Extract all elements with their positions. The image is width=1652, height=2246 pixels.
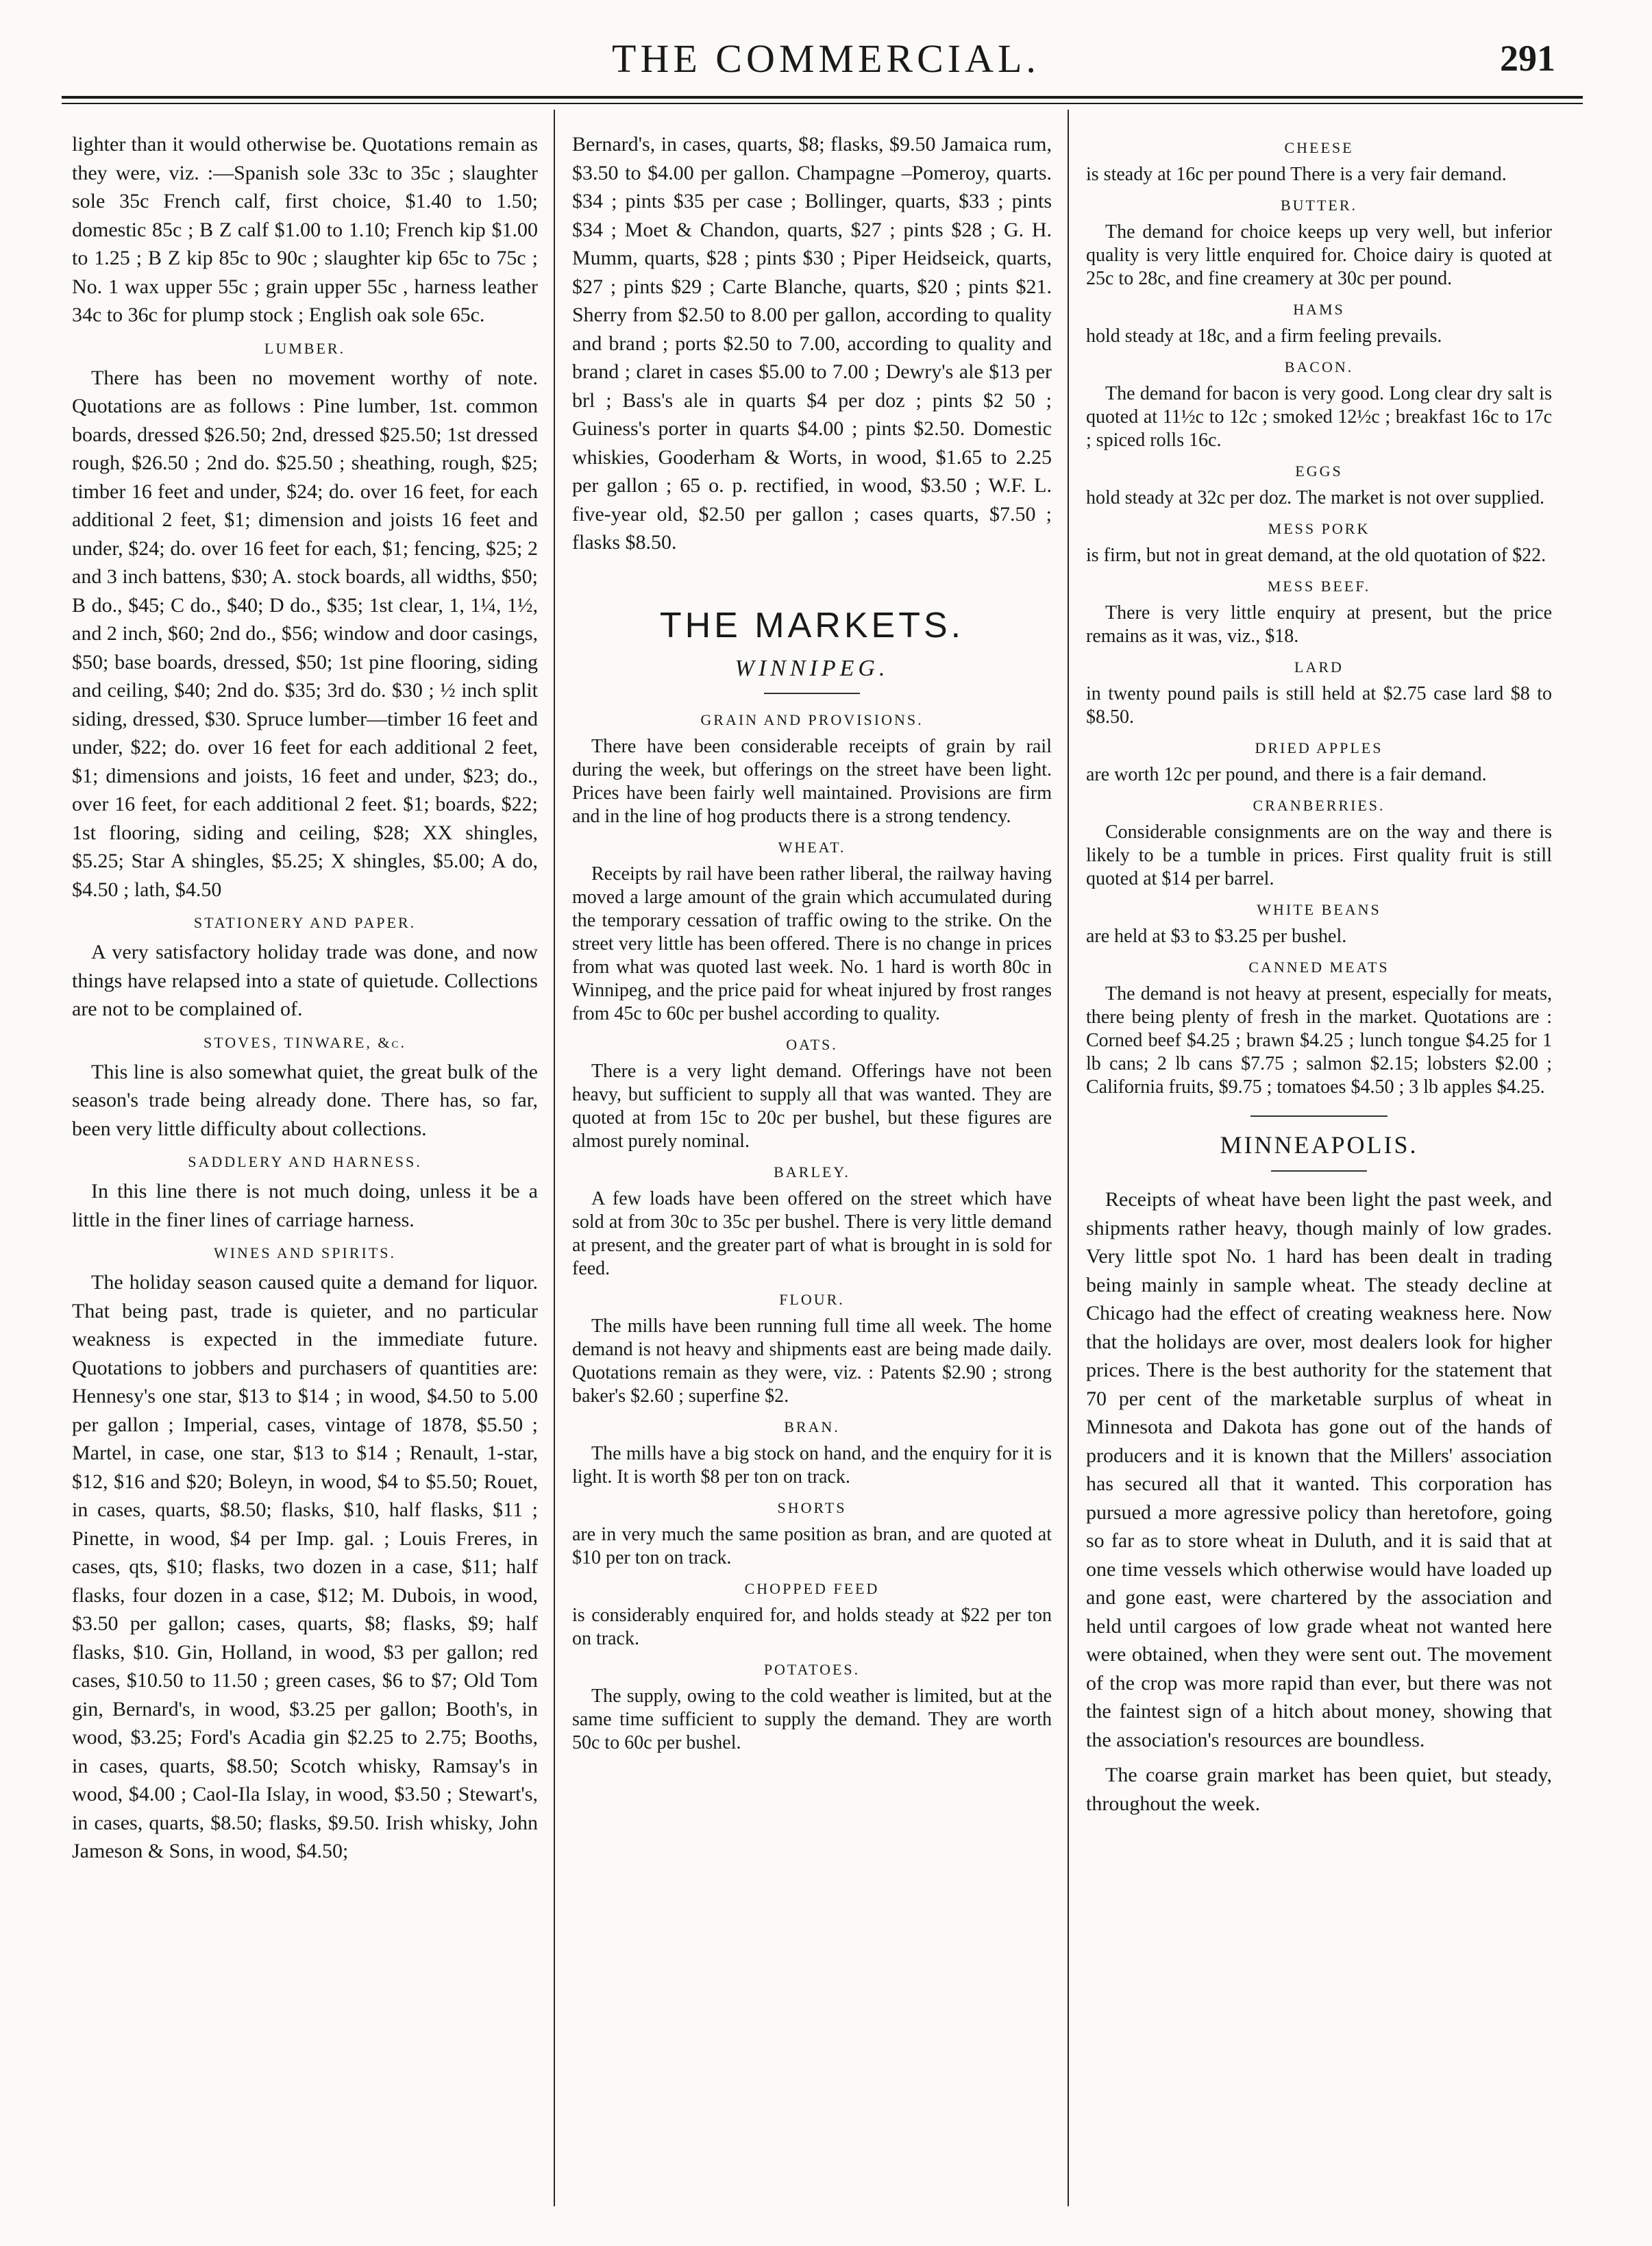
- section-heading-bran: BRAN.: [784, 1418, 840, 1435]
- section-heading-butter: BUTTER.: [1280, 197, 1358, 214]
- chopped-feed-paragraph: is considerably enquired for, and holds steady at $22 per ton on track.: [572, 1604, 1052, 1649]
- section-heading-canned-meats: CANNED MEATS: [1248, 959, 1390, 976]
- header-rule-thin: [62, 103, 1583, 104]
- heading-rule: [1271, 1170, 1367, 1172]
- section-heading-lumber: LUMBER.: [264, 339, 346, 357]
- section-heading-bacon: BACON.: [1284, 358, 1354, 375]
- grain-paragraph: There have been considerable receipts of grain by rail during the week, but offerings on the street have been light. Prices have been fairly well maintained. Provisions are firm and in the line of hog products there is a strong tendency.: [572, 735, 1052, 827]
- section-heading-dried-apples: DRIED APPLES: [1255, 739, 1383, 756]
- section-heading-oats: OATS.: [786, 1035, 838, 1053]
- column-3: [1086, 130, 1552, 2206]
- saddlery-paragraph: In this line there is not much doing, unless it be a little in the finer lines of carriage harness.: [72, 1180, 538, 1231]
- header-rule-thick: [62, 96, 1583, 99]
- oats-paragraph: There is a very light demand. Offerings have not been heavy, but sufficient to supply all that was wanted. They are quoted at from 15c to 20c per bushel, but these figures are almost purely nominal.: [572, 1060, 1052, 1152]
- section-heading-stationery: STATIONERY AND PAPER.: [193, 914, 417, 931]
- section-heading-flour: FLOUR.: [779, 1290, 845, 1308]
- dried-apples-paragraph: are worth 12c per pound, and there is a fair demand.: [1086, 764, 1487, 785]
- mess-pork-paragraph: is firm, but not in great demand, at the old quotation of $22.: [1086, 545, 1546, 566]
- cheese-paragraph: is steady at 16c per pound There is a very fair demand.: [1086, 164, 1507, 185]
- section-heading-potatoes: POTATOES.: [763, 1660, 861, 1678]
- barley-paragraph: A few loads have been offered on the street which have sold at from 30c to 35c per bushel. There is very little demand at present, and the greater part of what is brought in is sold for feed.: [572, 1187, 1052, 1279]
- heading-rule: [1250, 1115, 1388, 1117]
- section-heading-cheese: CHEESE: [1284, 139, 1354, 156]
- column-divider: [554, 110, 555, 2206]
- column-divider: [1068, 110, 1069, 2206]
- hams-paragraph: hold steady at 18c, and a firm feeling prevails.: [1086, 325, 1442, 347]
- cranberries-paragraph: Considerable consignments are on the way and there is likely to be a tumble in prices. First quality fruit is still quoted at $14 per barrel.: [1086, 822, 1552, 889]
- canned-meats-paragraph: The demand is not heavy at present, especially for meats, there being plenty of fresh in the market. Quotations are : Corned beef $4.25 ; brawn $4.25 ; lunch tongue $4.25 for 1 lb cans; 2 lb cans $7.75 ; salmon $2.15; lobsters $2.00 ; California fruits, $9.75 ; tomatoes $4.50 ; 3 lb apples $4.25.: [1086, 983, 1552, 1098]
- section-heading-barley: BARLEY.: [774, 1163, 850, 1181]
- white-beans-paragraph: are held at $3 to $3.25 per bushel.: [1086, 926, 1347, 947]
- section-heading-hams: HAMS: [1293, 301, 1345, 318]
- section-heading-mess-pork: MESS PORK: [1268, 520, 1370, 537]
- wines-continued-paragraph: Bernard's, in cases, quarts, $8; flasks, $9.50 Jamaica rum, $3.50 to $4.00 per gallon. Champagne –Pomeroy, quarts. $34 ; pints $35 per case ; Bollinger, quarts, $33 ; pints $34 ; Moet & Chandon, quarts, $27 ; pints $28 ; G. H. Mumm, quarts, $28 ; pints $30 ; Piper Heidseick, quarts, $27 ; pints $29 ; Carte Blanche, quarts, $20 ; pints $21. Sherry from $2.50 to 8.00 per gallon, according to quality and brand ; ports $2.50 to 7.00, according to quality and brand ; claret in cases $5.00 to 7.00 ; Dewry's ale $13 per brl ; Bass's ale in quarts $4 per doz ; pints $2 50 ; Guiness's porter in quarts $4.00 ; pints $2.50. Domestic whiskies, Gooderham & Worts, in wood, $1.65 to 2.25 per gallon ; 65 o. p. rectified, in wood, $3.50 ; W.F. L. five-year old, $2.50 per gallon ; cases quarts, $7.50 ; flasks $8.50.: [572, 133, 1052, 554]
- section-heading-white-beans: WHITE BEANS: [1257, 901, 1381, 918]
- wheat-paragraph: Receipts by rail have been rather liberal, the railway having moved a large amount of the grain which accumulated during the temporary cessation of traffic owing to the strike. On the street very little has been offered. There is no change in prices from what was quoted last week. No. 1 hard is worth 80c in Winnipeg, and the price paid for wheat injured by frost ranges from 45c to 60c per bushel according to quality.: [572, 863, 1052, 1024]
- lumber-paragraph: There has been no movement worthy of note. Quotations are as follows : Pine lumber, 1st. common boards, dressed $26.50; 2nd, dressed $25.50; 1st dressed rough, $26.50 ; 2nd do. $25.50 ; sheathing, rough, $25; timber 16 feet and under, $24; do. over 16 feet, for each additional 2 feet, $1; dimension and joists 16 feet and under, $24; do. over 16 feet for each, $1; fencing, $25; 2 and 3 inch battens, $30; A. stock boards, all widths, $50; B do., $45; C do., $40; D do., $35; 1st clear, 1, 1¼, 1½, and 2 inch, $60; 2nd do., $56; window and door casings, $50; base boards, dressed, $50; 1st pine flooring, siding and ceiling, $40; 2nd do. $35; 3rd do. $30 ; ½ inch split siding, dressed, $30. Spruce lumber—timber 16 feet and under, $22; do. over 16 feet for each additional 2 feet, $1; dimensions and joists, 16 feet and under, $23; do., over 16 feet, for each additional 2 feet. $1; boards, $22; 1st flooring, siding and ceiling, $28; XX shingles, $5.25; Star A shingles, $5.25; X shingles, $5.00; A do, $4.50 ; lath, $4.50: [72, 366, 538, 901]
- leather-paragraph: lighter than it would otherwise be. Quotations remain as they were, viz. :—Spanish sole 33c to 35c ; slaughter sole 35c French calf, first choice, $1.40 to 1.50; domestic 85c ; B Z calf $1.00 to 1.10; French kip $1.00 to 1.25 ; B Z kip 85c to 90c ; slaughter kip 65c to 75c ; No. 1 wax upper 55c ; grain upper 55c , harness leather 34c to 36c for plump stock ; English oak sole 65c.: [72, 133, 538, 326]
- stoves-paragraph: This line is also somewhat quiet, the great bulk of the season's trade being already done. There has, so far, been very little difficulty about collections.: [72, 1060, 538, 1140]
- eggs-paragraph: hold steady at 32c per doz. The market is not over supplied.: [1086, 487, 1544, 508]
- section-heading-eggs: EGGS: [1295, 462, 1343, 480]
- section-heading-stoves: STOVES, TINWARE, &c.: [204, 1033, 406, 1051]
- page-header: [0, 0, 1652, 103]
- coarse-grain-paragraph: The coarse grain market has been quiet, but steady, throughout the week.: [1086, 1764, 1552, 1815]
- mess-beef-paragraph: There is very little enquiry at present, but the price remains as it was, viz., $18.: [1086, 602, 1552, 647]
- butter-paragraph: The demand for choice keeps up very well, but inferior quality is very little enquired for. Choice dairy is quoted at 25c to 28c, and fine creamery at 30c per pound.: [1086, 221, 1552, 289]
- section-heading-cranberries: CRANBERRIES.: [1253, 797, 1385, 814]
- publication-title: THE COMMERCIAL.: [612, 36, 1040, 81]
- section-heading-wheat: WHEAT.: [778, 838, 846, 856]
- potatoes-paragraph: The supply, owing to the cold weather is limited, but at the same time sufficient to supply the demand. They are worth 50c to 60c per bushel.: [572, 1685, 1052, 1753]
- section-heading-mess-beef: MESS BEEF.: [1267, 578, 1371, 595]
- heading-rule: [764, 693, 860, 694]
- markets-title: THE MARKETS.: [659, 605, 965, 645]
- stationery-paragraph: A very satisfactory holiday trade was done, and now things have relapsed into a state of quietude. Collections are not to be complained of.: [72, 941, 538, 1020]
- section-heading-grain: GRAIN AND PROVISIONS.: [700, 711, 924, 728]
- shorts-paragraph: are in very much the same position as bran, and are quoted at $10 per ton on track.: [572, 1523, 1052, 1568]
- minneapolis-wheat-paragraph: Receipts of wheat have been light the past week, and shipments rather heavy, though mainly of low grades. Very little spot No. 1 hard has been dealt in trading being mainly in sample wheat. The steady decline at Chicago had the effect of creating weakness here. Now that the holidays are over, most dealers look for higher prices. There is the best authority for the statement that 70 per cent of the marketable surplus of wheat in Minnesota and Dakota has gone out of the hands of producers and it is known that the Millers' association has secured all that it wanted. This corporation has pursued a more agressive policy than heretofore, going so far as to store wheat in Duluth, and it is said that at one time vessels which otherwise would have loaded up and gone east, were chartered by the association and held until cargoes of low grade wheat not wanted here were obtained, when they were sent out. The movement of the crop was more rapid than ever, but there was not the faintest sign of a hitch about money, showing that the association's resources are boundless.: [1086, 1188, 1552, 1751]
- page-number: 291: [1500, 38, 1555, 79]
- city-heading-minneapolis: MINNEAPOLIS.: [1220, 1131, 1418, 1159]
- bacon-paragraph: The demand for bacon is very good. Long clear dry salt is quoted at 11½c to 12c ; smoked 12½c ; breakfast 16c to 17c ; spiced rolls 16c.: [1086, 383, 1552, 451]
- section-heading-saddlery: SADDLERY AND HARNESS.: [188, 1153, 422, 1170]
- lard-paragraph: in twenty pound pails is still held at $2.75 case lard $8 to $8.50.: [1086, 683, 1552, 728]
- column-2: [572, 130, 1052, 2206]
- city-heading-winnipeg: WINNIPEG.: [735, 655, 889, 681]
- flour-paragraph: The mills have been running full time all week. The home demand is not heavy and shipments east are being made daily. Quotations remain as they were, viz. : Patents $2.90 ; strong baker's $2.60 ; superfine $2.: [572, 1315, 1052, 1407]
- section-heading-shorts: SHORTS: [777, 1498, 847, 1516]
- section-heading-chopped-feed: CHOPPED FEED: [744, 1579, 880, 1597]
- section-heading-wines: WINES AND SPIRITS.: [213, 1244, 397, 1261]
- column-1: [72, 130, 538, 2206]
- bran-paragraph: The mills have a big stock on hand, and the enquiry for it is light. It is worth $8 per ton on track.: [572, 1442, 1052, 1488]
- section-heading-lard: LARD: [1294, 658, 1344, 676]
- wines-paragraph: The holiday season caused quite a demand for liquor. That being past, trade is quieter, and no particular weakness is expected in the immediate future. Quotations to jobbers and purchasers of quantities are: Hennesy's one star, $13 to $14 ; in wood, $4.50 to 5.00 per gallon ; Imperial, cases, vintage of 1878, $5.50 ; Martel, in case, one star, $13 to $14 ; Renault, 1-star, $12, $16 and $20; Boleyn, in wood, $4 to $5.50; Rouet, in cases, quarts, $8.50; flasks, $10, half flasks, $11 ; Pinette, in wood, $4 per Imp. gal. ; Louis Freres, in cases, qts, $10; flasks, two dozen in a case, $11; half flasks, four dozen in a case, $12; M. Dubois, in wood, $3.50 per gallon; cases, quarts, $8; flasks, $9; half flasks, $10. Gin, Holland, in wood, $3 per gallon; red cases, $10.50 to 11.50 ; green cases, $6 to $7; Old Tom gin, Bernard's, in wood, $3.25 per gallon; Booth's, in wood, $3.25; Ford's Acadia gin $2.25 to 2.75; Booths, in cases, quarts, $8.50; Scotch whisky, Ramsay's in wood, $4.00 ; Caol-Ila Islay, in wood, $3.50 ; Stewart's, in cases, quarts, $8.50; flasks, $9.50. Irish whisky, John Jameson & Sons, in wood, $4.50;: [72, 1271, 538, 1862]
